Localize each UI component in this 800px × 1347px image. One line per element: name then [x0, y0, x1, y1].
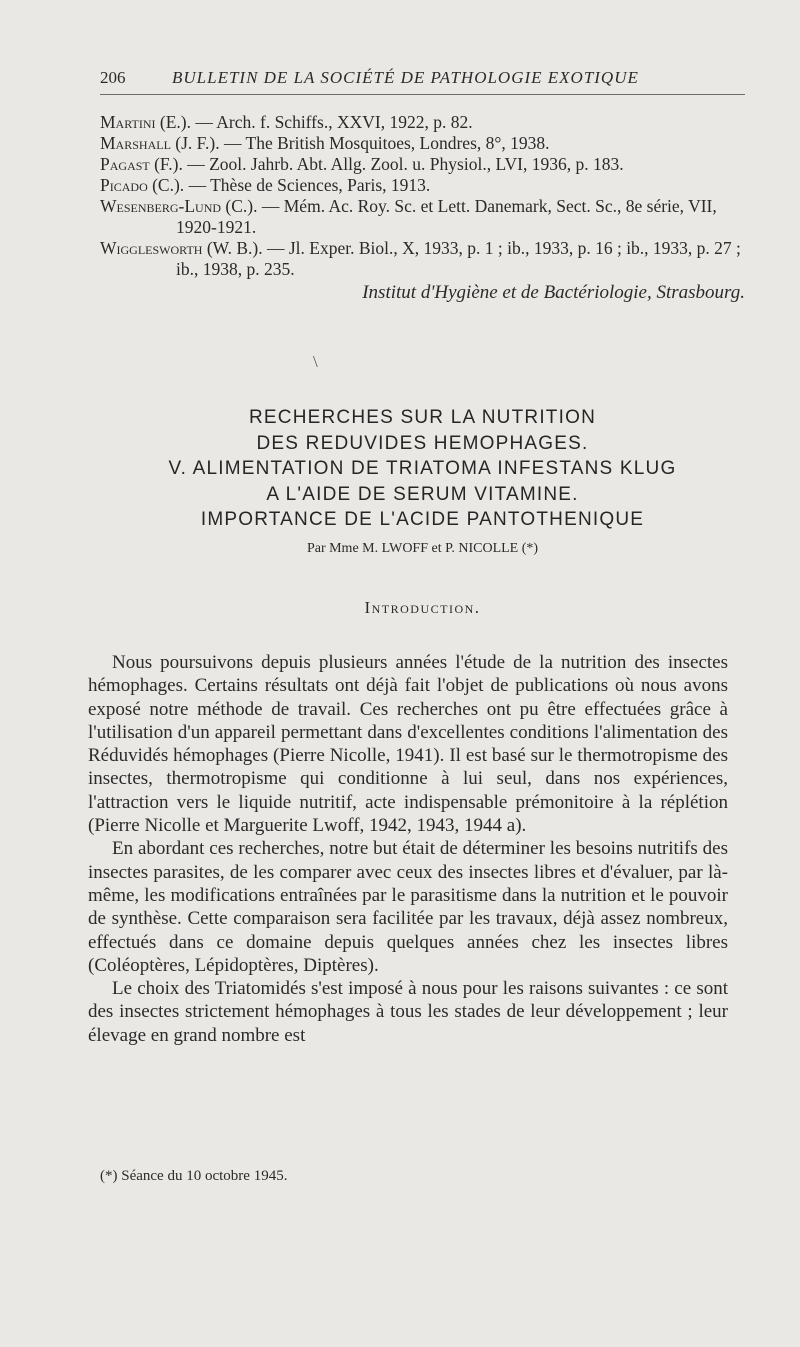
- reference-author: Wesenberg-Lund (C.).: [100, 196, 258, 216]
- reference-list: [100, 112, 745, 303]
- article-body: [88, 651, 728, 1047]
- reference-author: Pagast (F.).: [100, 154, 183, 174]
- reference-text: — Mém. Ac. Roy. Sc. et Lett. Danemark, Sect. Sc., 8e série, VII, 1920-1921.: [176, 196, 717, 237]
- reference-author: Martini (E.).: [100, 112, 191, 132]
- body-paragraph: Le choix des Triatomidés s'est imposé à nous pour les raisons suivantes : ce sont des insectes strictement hémophages à tous les stades de leur développement ; leur élevage en grand nombre est: [88, 978, 728, 1046]
- footnote: (*) Séance du 10 octobre 1945.: [100, 1168, 288, 1184]
- affiliation: Institut d'Hygiène et de Bactériologie, Strasbourg.: [362, 282, 745, 303]
- article-authors: Par Mme M. LWOFF et P. NICOLLE (*): [306, 541, 539, 556]
- reference-item: [100, 175, 745, 196]
- running-title: BULLETIN DE LA SOCIÉTÉ DE PATHOLOGIE EXOTIQUE: [172, 68, 639, 87]
- reference-text: — Jl. Exper. Biol., X, 1933, p. 1 ; ib., 1933, p. 16 ; ib., 1933, p. 27 ; ib., 1938, p. 235.: [176, 238, 741, 279]
- reference-text: — Thèse de Sciences, Paris, 1913.: [184, 175, 431, 195]
- body-paragraph: Nous poursuivons depuis plusieurs années l'étude de la nutrition des insectes hémophages. Certains résultats ont déjà fait l'objet de publications où nous avons exposé notre méthode de travail. Ces recherches ont pu être effectuées grâce à l'utilisation d'un appareil permettant dans d'excellentes conditions l'alimentation des Réduvidés hémophages (Pierre Nicolle, 1941). Il est basé sur le thermotropisme des insectes, thermotropisme qui conditionne à lui seul, dans nos expériences, l'attraction vers le liquide nutritif, acte indispensable prémonitoire à la réplétion (Pierre Nicolle et Marguerite Lwoff, 1942, 1943, 1944 a).: [88, 652, 728, 837]
- body-paragraph: En abordant ces recherches, notre but était de déterminer les besoins nutritifs des insectes parasites, de les comparer avec ceux des insectes libres et d'évaluer, par là-même, les modifications entraînées par le parasitisme dans la nutrition et le pouvoir de synthèse. Cette comparaison sera facilitée par les travaux, déjà assez nombreux, effectués dans ce domaine depuis quelques années chez les insectes libres (Coléoptères, Lépidoptères, Diptères).: [88, 838, 728, 976]
- title-line: A L'AIDE DE SERUM VITAMINE.: [266, 483, 579, 505]
- reference-text: — Arch. f. Schiffs., XXVI, 1922, p. 82.: [190, 112, 473, 132]
- running-header: [100, 68, 745, 95]
- reference-author: Picado (C.).: [100, 175, 185, 195]
- title-line: DES REDUVIDES HEMOPHAGES.: [256, 432, 589, 454]
- stray-mark: \: [313, 352, 318, 371]
- reference-item: [100, 196, 745, 238]
- reference-item: [100, 133, 745, 154]
- reference-text: — The British Mosquitoes, Londres, 8°, 1938.: [219, 133, 550, 153]
- reference-item: [100, 154, 745, 175]
- reference-author: Wigglesworth (W. B.).: [100, 238, 263, 258]
- reference-text: — Zool. Jahrb. Abt. Allg. Zool. u. Physiol., LVI, 1936, p. 183.: [182, 154, 624, 174]
- article-title: [100, 405, 745, 533]
- title-line: IMPORTANCE DE L'ACIDE PANTOTHENIQUE: [200, 509, 645, 530]
- section-heading: Introduction.: [364, 598, 481, 617]
- title-line: V. ALIMENTATION DE TRIATOMA INFESTANS KLUG: [168, 458, 677, 479]
- reference-author: Marshall (J. F.).: [100, 133, 220, 153]
- page-number: 206: [100, 68, 126, 87]
- reference-item: [100, 112, 745, 133]
- reference-item: [100, 238, 745, 280]
- title-line: RECHERCHES SUR LA NUTRITION: [249, 407, 596, 428]
